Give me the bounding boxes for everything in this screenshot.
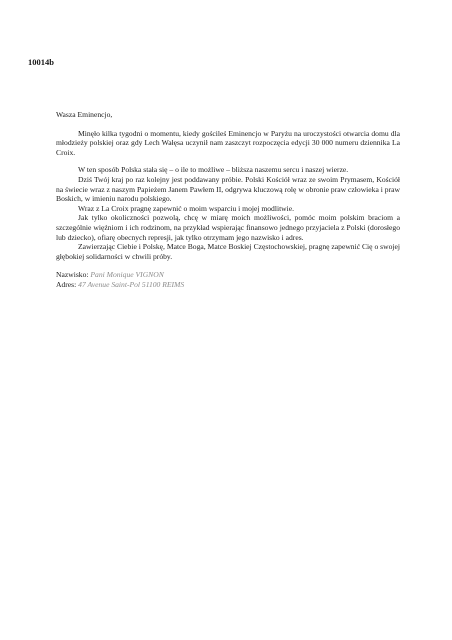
salutation: Wasza Eminencjo, [56, 110, 113, 119]
paragraph-2: W ten sposób Polska stała się – o ile to możliwe – bliższa naszemu sercu i naszej wierze. [78, 165, 349, 175]
document-id: 10014b [28, 57, 54, 67]
address-label: Adres: [56, 279, 77, 289]
name-line [56, 270, 400, 280]
letter-body [56, 110, 400, 290]
paragraph-4: Wraz z La Croix pragnę zapewnić o moim wsparciu i mojej modlitwie. [78, 203, 295, 213]
paragraph-5: Jak tylko okoliczności pozwolą, chcę w miarę moich możliwości, pomóc moim polskim braciom a szczególnie więźniom i ich rodzinom, na przykład wspierając finansowo jednego przyjaciela z Polski (dorosłego lub dziecko), ofiarę obecnych represji, jak tylko otrzymam jego nazwisko i adres. [56, 213, 400, 242]
address-value: 47 Avenue Saint-Pol 51100 REIMS [78, 279, 185, 289]
name-value: Pani Monique VIGNON [90, 270, 164, 280]
paragraph-6: Zawierzając Ciebie i Polskę, Matce Boga, Matce Boskiej Częstochowskiej, pragnę zapewnić Cię o swojej głębokiej solidarności w chwili próby. [56, 242, 400, 261]
name-label: Nazwisko: [56, 270, 89, 280]
paragraph-1: Minęło kilka tygodni o momentu, kiedy gościleś Eminencjo w Paryżu na uroczystości otwarcia domu dla młodzieży polskiej oraz gdy Lech Wałęsa uczynił nam zaszczyt rozpoczęcia edycji 30 000 numeru dziennika La Croix. [56, 128, 400, 157]
paragraph-3: Dziś Twój kraj po raz kolejny jest poddawany próbie. Polski Kościół wraz ze swoim Prymasem, Kościół na świecie wraz z naszym Papieżem Janem Pawłem II, odgrywa kluczową rolę w obronie praw człowieka i praw Boskich, w imieniu narodu polskiego. [56, 174, 400, 204]
sender-details [56, 270, 400, 289]
address-line [56, 280, 400, 290]
